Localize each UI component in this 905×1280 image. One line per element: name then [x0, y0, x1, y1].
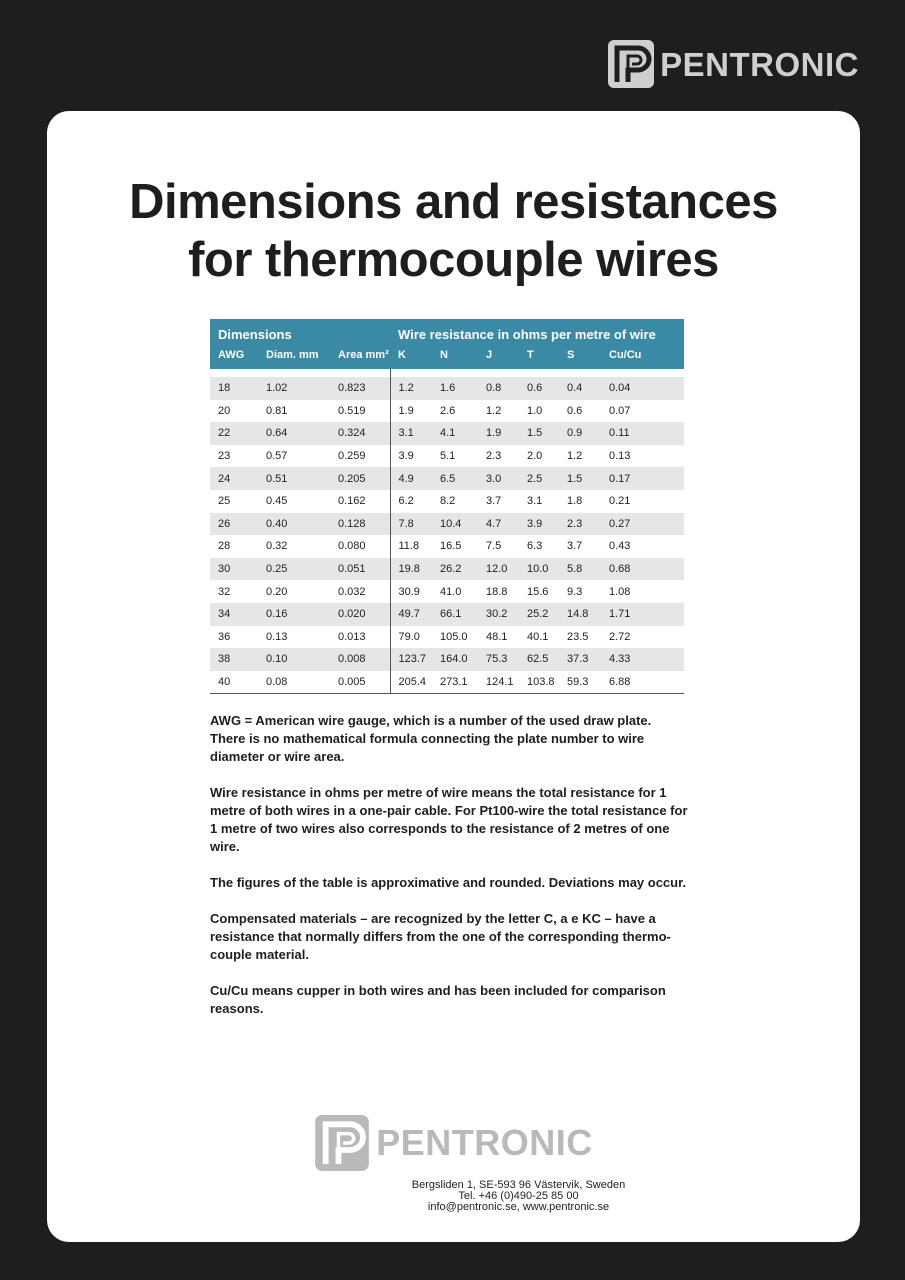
- table-cell: 4.1: [432, 422, 478, 445]
- table-cell: 3.7: [559, 535, 601, 558]
- table-cell: 0.17: [601, 467, 684, 490]
- table-group-header: [210, 319, 684, 345]
- brand-name: PENTRONIC: [660, 45, 859, 83]
- table-cell: 0.51: [258, 467, 330, 490]
- table-cell: 3.9: [519, 513, 559, 536]
- table-row: [210, 445, 684, 468]
- table-cell: 0.20: [258, 580, 330, 603]
- table-cell: 2.3: [559, 513, 601, 536]
- table-cell: 25.2: [519, 603, 559, 626]
- table-cell: 10.0: [519, 558, 559, 581]
- table-cell: 1.2: [478, 400, 519, 423]
- table-cell: 19.8: [390, 558, 432, 581]
- column-header: S: [559, 345, 601, 369]
- table-cell: 0.25: [258, 558, 330, 581]
- table-cell: 0.823: [330, 377, 390, 400]
- table-cell: 5.8: [559, 558, 601, 581]
- table-cell: 0.16: [258, 603, 330, 626]
- title-line-2: for thermocouple wires: [188, 233, 719, 287]
- table-row: [210, 535, 684, 558]
- table-cell: 11.8: [390, 535, 432, 558]
- table-cell: 7.8: [390, 513, 432, 536]
- table-cell: 0.81: [258, 400, 330, 423]
- column-header: J: [478, 345, 519, 369]
- notes: [210, 712, 690, 1036]
- address-block: [47, 1180, 860, 1213]
- table-cell: 75.3: [478, 648, 519, 671]
- table-cell: 20: [210, 400, 258, 423]
- table-cell: 164.0: [432, 648, 478, 671]
- address-line: Bergsliden 1, SE-593 96 Västervik, Sweden: [411, 1179, 626, 1191]
- table-cell: 2.0: [519, 445, 559, 468]
- table-cell: 0.205: [330, 467, 390, 490]
- column-header: Cu/Cu: [601, 345, 684, 369]
- table-cell: 79.0: [390, 626, 432, 649]
- table-cell: 12.0: [478, 558, 519, 581]
- table-cell: 6.5: [432, 467, 478, 490]
- table-cell: 36: [210, 626, 258, 649]
- table-cell: 0.4: [559, 377, 601, 400]
- table-cell: 0.005: [330, 671, 390, 694]
- note-paragraph: AWG = American wire gauge, which is a number of the used draw plate. There is no mathematical formula connecting the plate number to wire diameter or wire area.: [210, 713, 652, 764]
- table-cell: 1.08: [601, 580, 684, 603]
- table-cell: 0.10: [258, 648, 330, 671]
- table-row: [210, 626, 684, 649]
- table-cell: 3.1: [519, 490, 559, 513]
- table-row: [210, 377, 684, 400]
- table-row: [210, 513, 684, 536]
- table-cell: 0.519: [330, 400, 390, 423]
- table-cell: 14.8: [559, 603, 601, 626]
- table-row: [210, 648, 684, 671]
- table-cell: 5.1: [432, 445, 478, 468]
- note-paragraph: The figures of the table is approximative and rounded. Deviations may occur.: [210, 875, 687, 890]
- table-cell: 205.4: [390, 671, 432, 694]
- footer: [47, 1115, 860, 1213]
- table-cell: 0.40: [258, 513, 330, 536]
- table-cell: 3.0: [478, 467, 519, 490]
- table-row: [210, 580, 684, 603]
- table-cell: 9.3: [559, 580, 601, 603]
- table-cell: 41.0: [432, 580, 478, 603]
- table-cell: 0.45: [258, 490, 330, 513]
- note-paragraph: Cu/Cu means cupper in both wires and has been included for comparison reasons.: [210, 983, 666, 1016]
- table-cell: 40.1: [519, 626, 559, 649]
- table-cell: 0.128: [330, 513, 390, 536]
- table-cell: 124.1: [478, 671, 519, 694]
- table-cell: 0.13: [258, 626, 330, 649]
- table-cell: 0.013: [330, 626, 390, 649]
- table-cell: 105.0: [432, 626, 478, 649]
- table-cell: 0.04: [601, 377, 684, 400]
- table-cell: 1.9: [478, 422, 519, 445]
- table-cell: 4.7: [478, 513, 519, 536]
- web-line: info@pentronic.se, www.pentronic.se: [427, 1201, 610, 1213]
- phone-line: Tel. +46 (0)490-25 85 00: [458, 1190, 579, 1202]
- table-cell: 0.032: [330, 580, 390, 603]
- table-cell: 0.57: [258, 445, 330, 468]
- table-cell: 10.4: [432, 513, 478, 536]
- table-cell: 2.72: [601, 626, 684, 649]
- column-header: AWG: [210, 345, 258, 369]
- table-cell: 0.11: [601, 422, 684, 445]
- table-cell: 0.259: [330, 445, 390, 468]
- page-title: [47, 173, 860, 289]
- table-cell: 30.9: [390, 580, 432, 603]
- table-cell: 1.5: [519, 422, 559, 445]
- table-cell: 40: [210, 671, 258, 694]
- table-cell: 22: [210, 422, 258, 445]
- column-header: N: [432, 345, 478, 369]
- table-cell: 8.2: [432, 490, 478, 513]
- table-cell: 66.1: [432, 603, 478, 626]
- table-cell: 18.8: [478, 580, 519, 603]
- table-cell: 1.02: [258, 377, 330, 400]
- table-cell: 2.6: [432, 400, 478, 423]
- table-cell: 0.07: [601, 400, 684, 423]
- table-cell: 0.008: [330, 648, 390, 671]
- table-cell: 6.88: [601, 671, 684, 694]
- table-cell: 30: [210, 558, 258, 581]
- table-cell: 0.68: [601, 558, 684, 581]
- table-cell: 0.020: [330, 603, 390, 626]
- table-cell: 0.27: [601, 513, 684, 536]
- table-cell: 1.2: [559, 445, 601, 468]
- table-cell: 123.7: [390, 648, 432, 671]
- table-cell: 273.1: [432, 671, 478, 694]
- table-cell: 26.2: [432, 558, 478, 581]
- table-cell: 15.6: [519, 580, 559, 603]
- table-cell: 0.43: [601, 535, 684, 558]
- document-card: [47, 111, 860, 1242]
- table-cell: 34: [210, 603, 258, 626]
- table-cell: 62.5: [519, 648, 559, 671]
- table-cell: 3.1: [390, 422, 432, 445]
- wire-table: [210, 319, 684, 694]
- table-cell: 37.3: [559, 648, 601, 671]
- table-row: [210, 671, 684, 694]
- footer-logo: [314, 1115, 593, 1171]
- note-paragraph: Compensated materials – are recognized by the letter C, a e KC – have a resistance that normally differs from the one of the corresponding thermo-couple material.: [210, 911, 671, 962]
- column-header: T: [519, 345, 559, 369]
- table-cell: 25: [210, 490, 258, 513]
- resistance-header: Wire resistance in ohms per metre of wire: [390, 319, 684, 345]
- table-row: [210, 422, 684, 445]
- table-cell: 0.6: [519, 377, 559, 400]
- table-row: [210, 490, 684, 513]
- table-cell: 23: [210, 445, 258, 468]
- table-cell: 7.5: [478, 535, 519, 558]
- note-paragraph: Wire resistance in ohms per metre of wire means the total resistance for 1 metre of both wires in a one-pair cable. For Pt100-wire the total resistance for 1 metre of two wires also corresponds to the resistance of 2 metres of one wire.: [210, 785, 688, 854]
- table-cell: 16.5: [432, 535, 478, 558]
- table-cell: 4.33: [601, 648, 684, 671]
- table-cell: 0.9: [559, 422, 601, 445]
- table-cell: 0.080: [330, 535, 390, 558]
- dimensions-header: Dimensions: [210, 319, 390, 345]
- footer-brand-name: PENTRONIC: [376, 1122, 593, 1163]
- table-cell: 30.2: [478, 603, 519, 626]
- table-cell: 32: [210, 580, 258, 603]
- table-cell: 0.8: [478, 377, 519, 400]
- table-cell: 103.8: [519, 671, 559, 694]
- table-cell: 0.6: [559, 400, 601, 423]
- pentronic-logo-icon: [314, 1115, 370, 1171]
- table-cell: 24: [210, 467, 258, 490]
- table-cell: 3.9: [390, 445, 432, 468]
- header-logo: [608, 40, 859, 88]
- column-header: K: [390, 345, 432, 369]
- table-cell: 0.13: [601, 445, 684, 468]
- table-cell: 0.08: [258, 671, 330, 694]
- table-cell: 0.051: [330, 558, 390, 581]
- table-cell: 0.21: [601, 490, 684, 513]
- table-cell: 3.7: [478, 490, 519, 513]
- table-cell: 1.71: [601, 603, 684, 626]
- table-cell: 48.1: [478, 626, 519, 649]
- table-cell: 23.5: [559, 626, 601, 649]
- table-cell: 18: [210, 377, 258, 400]
- table-cell: 4.9: [390, 467, 432, 490]
- table-row: [210, 558, 684, 581]
- table-cell: 6.2: [390, 490, 432, 513]
- table-cell: 1.6: [432, 377, 478, 400]
- table-cell: 1.2: [390, 377, 432, 400]
- column-header: Area mm²: [330, 345, 390, 369]
- table-cell: 26: [210, 513, 258, 536]
- table-cell: 2.3: [478, 445, 519, 468]
- table-cell: 1.0: [519, 400, 559, 423]
- table-cell: 0.32: [258, 535, 330, 558]
- table-cell: 49.7: [390, 603, 432, 626]
- table-cell: 1.9: [390, 400, 432, 423]
- table-column-header: [210, 345, 684, 369]
- table-cell: 38: [210, 648, 258, 671]
- table-cell: 2.5: [519, 467, 559, 490]
- table-cell: 6.3: [519, 535, 559, 558]
- title-line-1: Dimensions and resistances: [129, 175, 778, 229]
- table-row: [210, 603, 684, 626]
- table-cell: 1.5: [559, 467, 601, 490]
- table-cell: 28: [210, 535, 258, 558]
- table-cell: 1.8: [559, 490, 601, 513]
- table-row: [210, 400, 684, 423]
- table-cell: 0.162: [330, 490, 390, 513]
- table-row: [210, 467, 684, 490]
- table-cell: 0.324: [330, 422, 390, 445]
- column-header: Diam. mm: [258, 345, 330, 369]
- table-cell: 59.3: [559, 671, 601, 694]
- table-cell: 0.64: [258, 422, 330, 445]
- pentronic-logo-icon: [608, 40, 654, 88]
